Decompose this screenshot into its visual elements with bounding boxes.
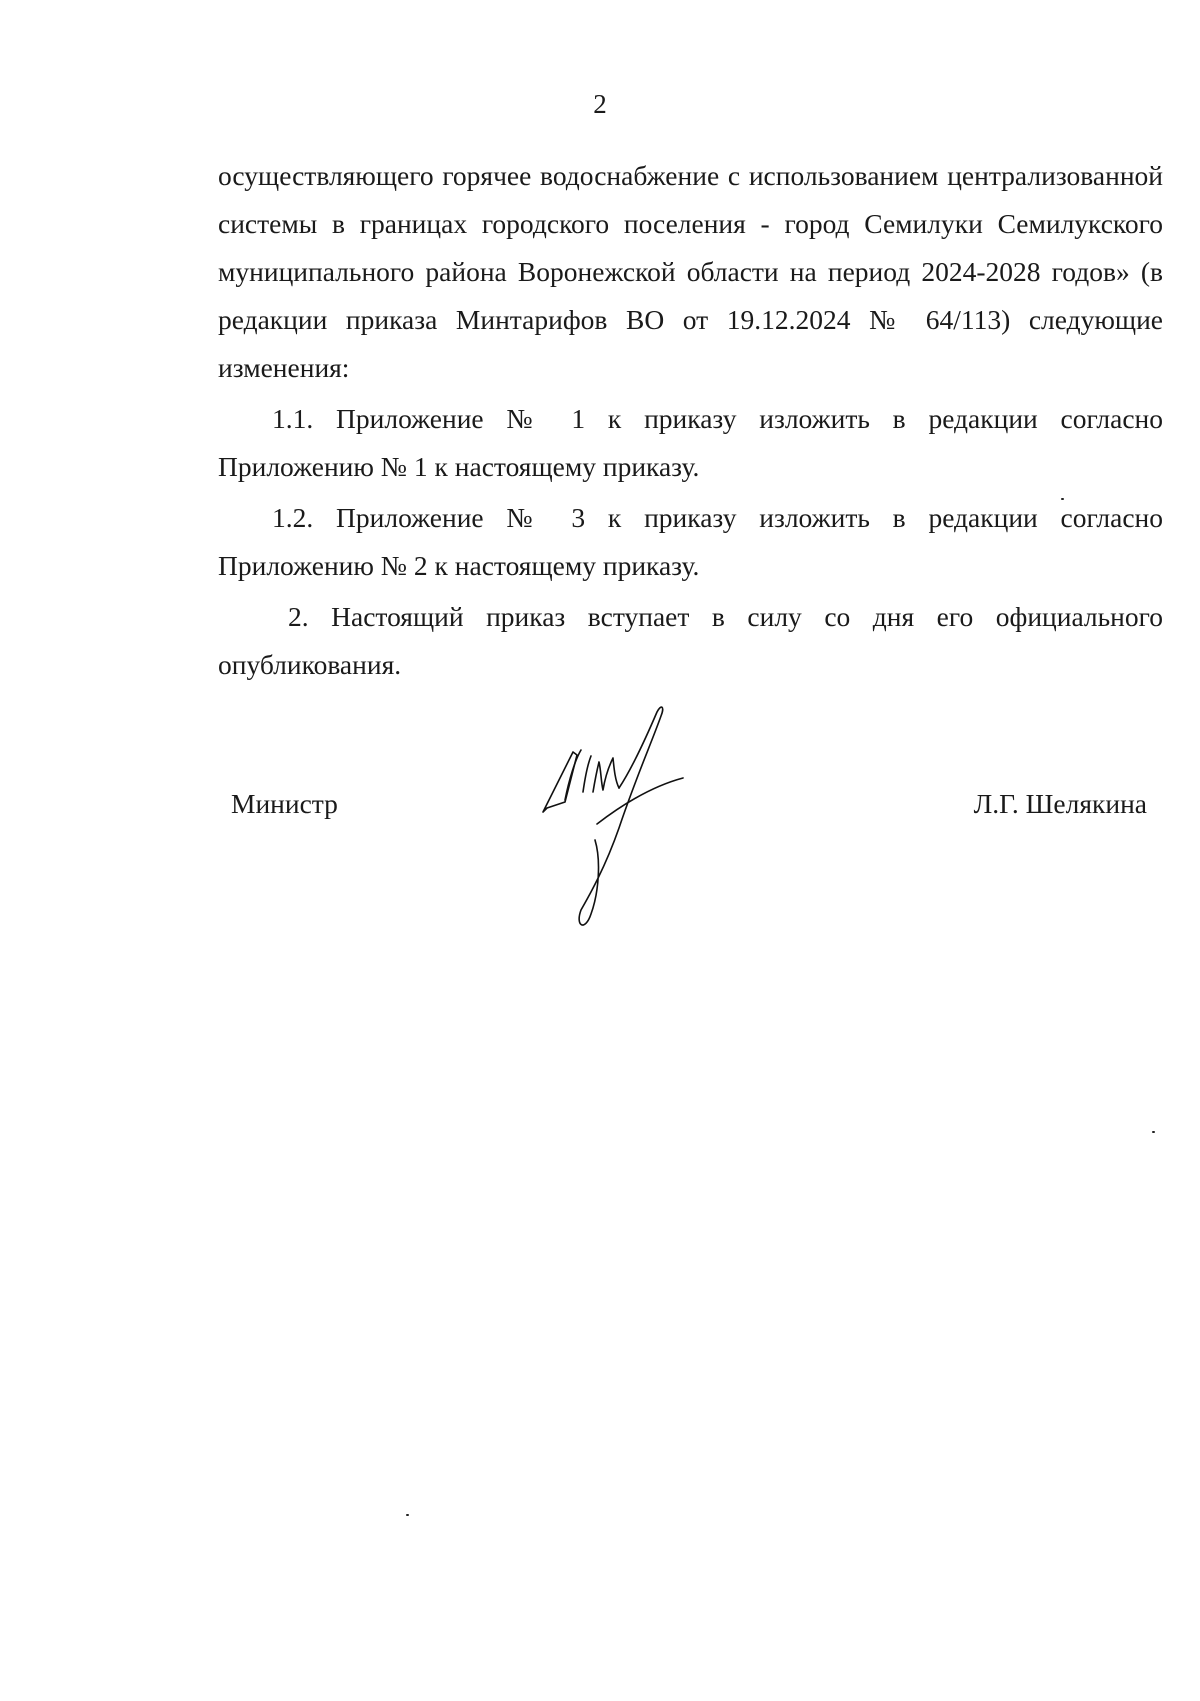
document-body <box>218 152 1163 689</box>
handwritten-signature <box>535 700 715 930</box>
paragraph-item-1-1: 1.1. Приложение № 1 к приказу изложить в редакции согласно Приложению № 1 к настоящему приказу. <box>218 403 1163 482</box>
page-number: 2 <box>593 89 607 119</box>
paragraph-item-1-2: 1.2. Приложение № 3 к приказу изложить в редакции согласно Приложению № 2 к настоящему приказу. <box>218 502 1163 581</box>
scan-speck <box>406 1514 409 1516</box>
signatory-title: Министр <box>231 788 338 819</box>
paragraph-continuation: осуществляющего горячее водоснабжение с использованием централизованной системы в границах городского поселения - город Семилуки Семилукского муниципального района Воронежской области на период 2024-2028 годов» (в редакции приказа Минтарифов ВО от 19.12.2024 № 64/113) следующие изменения: <box>218 160 1163 383</box>
scan-speck <box>1152 1131 1155 1133</box>
paragraph-item-2: 2. Настоящий приказ вступает в силу со дня его официального опубликования. <box>218 601 1163 680</box>
signatory-name: Л.Г. Шелякина <box>973 788 1147 819</box>
scan-speck <box>1061 498 1064 500</box>
